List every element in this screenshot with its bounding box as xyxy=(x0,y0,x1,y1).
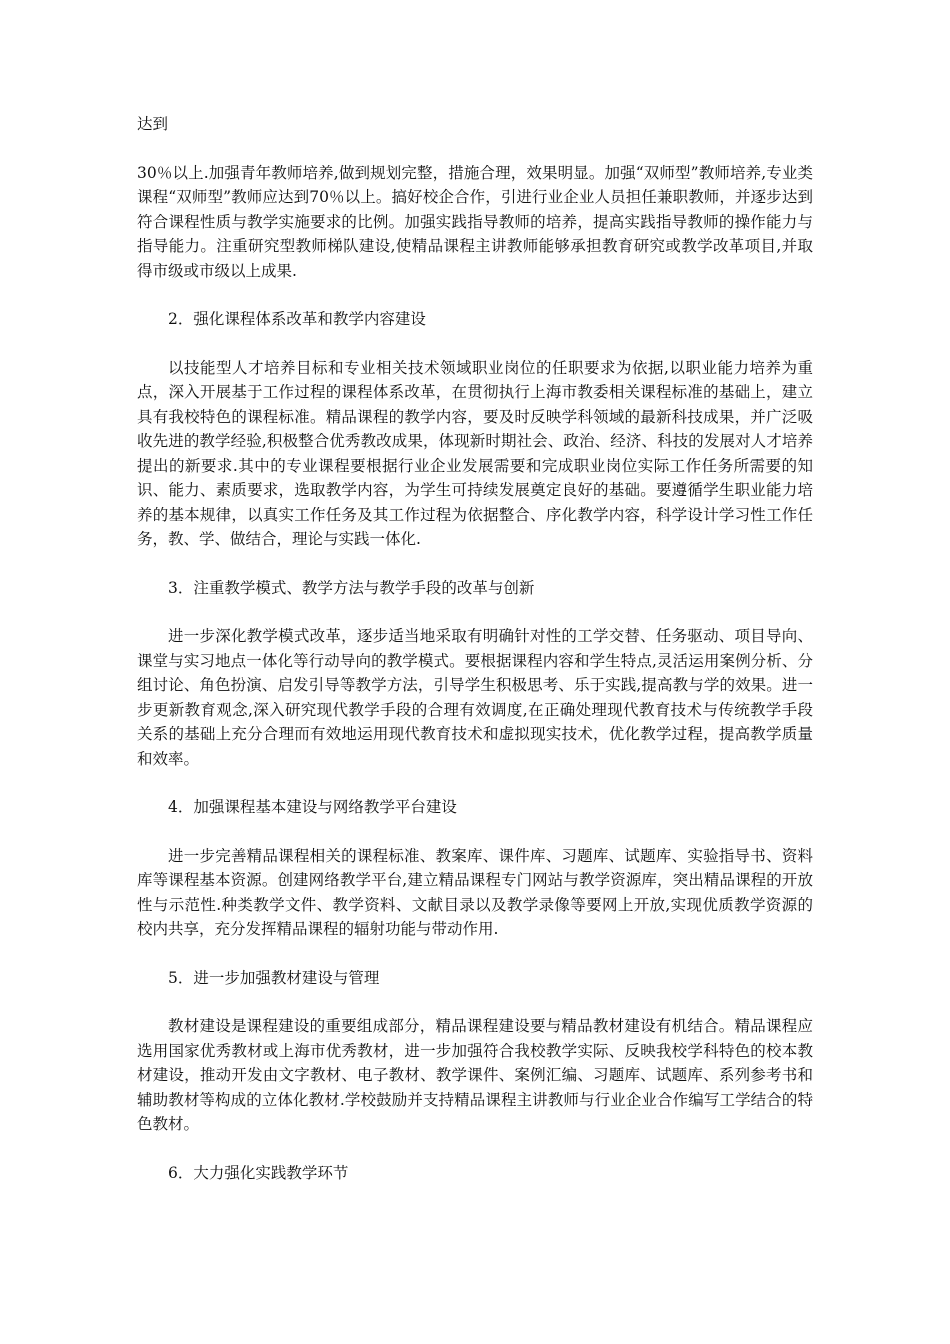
document-page xyxy=(137,112,813,1185)
heading-section-2: 2．强化课程体系改革和教学内容建设 xyxy=(168,310,426,328)
continuation-line: 达到 xyxy=(137,115,169,133)
paragraph-network-platform: 进一步完善精品课程相关的课程标准、教案库、课件库、习题库、试题库、实验指导书、资料库等课程基本资源。创建网络教学平台,建立精品课程专门网站与教学资源库，突出精品课程的开放性与示范性.种类教学文件、教学资料、文献目录以及教学录像等要网上开放,实现优质教学资源的校内共享，充分发挥精品课程的辐射功能与带动作用. xyxy=(137,846,813,938)
heading-section-4: 4．加强课程基本建设与网络教学平台建设 xyxy=(168,798,457,816)
heading-section-3: 3．注重教学模式、教学方法与教学手段的改革与创新 xyxy=(168,578,535,597)
paragraph-textbook-construction: 教材建设是课程建设的重要组成部分，精品课程建设要与精品教材建设有机结合。精品课程应选用国家优秀教材或上海市优秀教材，进一步加强符合我校教学实际、反映我校学科特色的校本教材建设，推动开发由文字教材、电子教材、教学课件、案例汇编、习题库、试题库、系列参考书和辅助教材等构成的立体化教材.学校鼓励并支持精品课程主讲教师与行业企业合作编写工学结合的特色教材。 xyxy=(137,1017,813,1133)
heading-section-6: 6．大力强化实践教学环节 xyxy=(168,1163,349,1182)
paragraph-teacher-training: 30％以上.加强青年教师培养,做到规划完整，措施合理，效果明显。加强“双师型”教师培养,专业类课程“双师型”教师应达到70％以上。搞好校企合作，引进行业企业人员担任兼职教师，并逐步达到符合课程性质与教学实施要求的比例。加强实践指导教师的培养，提高实践指导教师的操作能力与指导能力。注重研究型教师梯队建设,使精品课程主讲教师能够承担教育研究或教学改革项目,并取得市级或市级以上成果. xyxy=(137,163,813,280)
paragraph-curriculum-reform: 以技能型人才培养目标和专业相关技术领域职业岗位的任职要求为依据,以职业能力培养为重点，深入开展基于工作过程的课程体系改革，在贯彻执行上海市教委相关课程标准的基础上，建立具有我校特色的课程标准。精品课程的教学内容，要及时反映学科领域的最新科技成果，并广泛吸收先进的教学经验,积极整合优秀教改成果，体现新时期社会、政治、经济、科技的发展对人才培养提出的新要求.其中的专业课程要根据行业企业发展需要和完成职业岗位实际工作任务所需要的知识、能力、素质要求，选取教学内容，为学生可持续发展奠定良好的基础。要遵循学生职业能力培养的基本规律，以真实工作任务及其工作过程为依据整合、序化教学内容，科学设计学习性工作任务，教、学、做结合，理论与实践一体化. xyxy=(137,358,813,548)
paragraph-teaching-methods: 进一步深化教学模式改革，逐步适当地采取有明确针对性的工学交替、任务驱动、项目导向、课堂与实习地点一体化等行动导向的教学模式。要根据课程内容和学生特点,灵活运用案例分析、分组讨论、角色扮演、启发引导等教学方法，引导学生积极思考、乐于实践,提高教与学的效果。进一步更新教育观念,深入研究现代教学手段的合理有效调度,在正确处理现代教育技术与传统教学手段关系的基础上充分合理而有效地运用现代教育技术和虚拟现实技术，优化教学过程，提高教学质量和效率。 xyxy=(137,627,813,768)
heading-section-5: 5．进一步加强教材建设与管理 xyxy=(168,968,380,987)
